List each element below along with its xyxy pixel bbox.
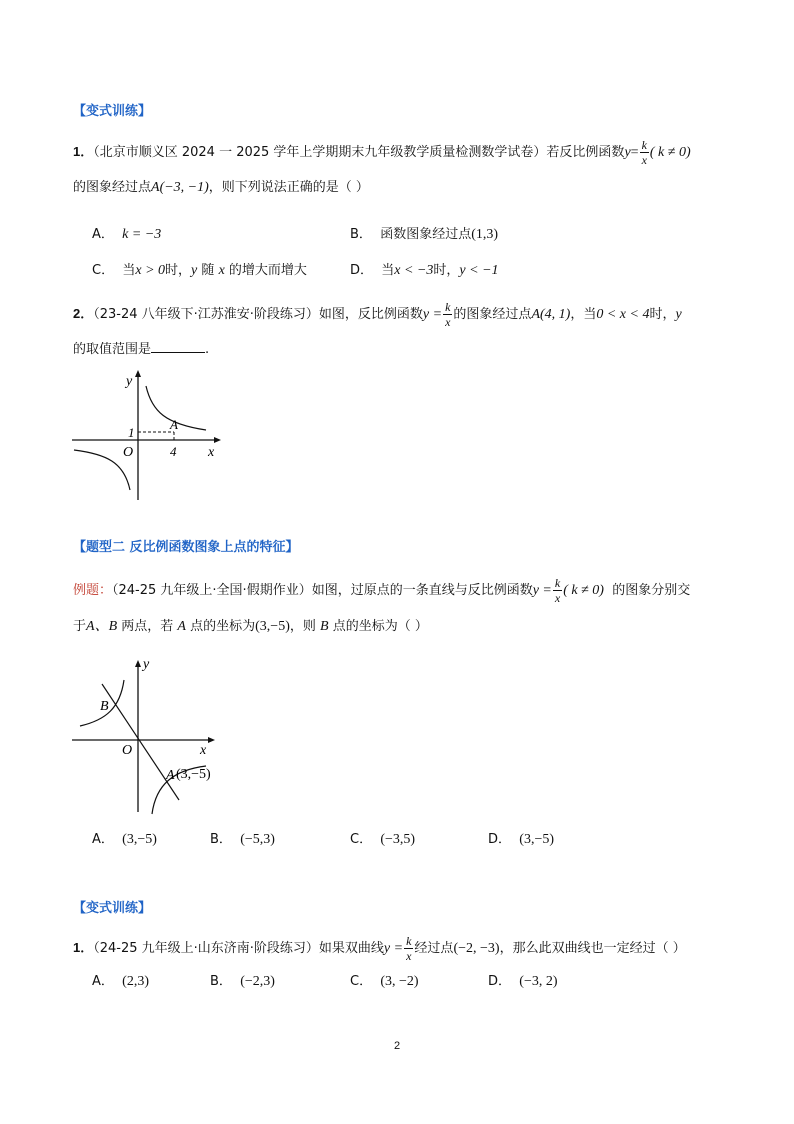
example-option-a: A． (3,−5) bbox=[92, 832, 157, 847]
question-2-line-2: 的取值范围是 . bbox=[73, 338, 209, 360]
math-point-a: A(−3, −1) bbox=[151, 180, 209, 195]
fraction-k-over-x: $\frac{k}{x}$ bbox=[406, 934, 412, 963]
example-label: 例题： bbox=[73, 583, 113, 598]
option-label: A． bbox=[92, 227, 114, 242]
tick-label-1: 1 bbox=[128, 425, 135, 440]
answer-blank[interactable] bbox=[151, 338, 205, 353]
text: ，则下列说法正确的是（ ） bbox=[208, 180, 369, 195]
section-header-type-two: 【题型二 反比例函数图象上点的特征】 bbox=[73, 540, 299, 555]
q1-option-c: C． 当x > 0时，y 随 x 的增大而增大 bbox=[92, 263, 307, 278]
q1-option-a bbox=[92, 225, 161, 245]
fraction-k-over-x: $\frac{k}{x}$ bbox=[445, 300, 451, 329]
example-option-d: D． (3,−5) bbox=[488, 832, 555, 847]
q1-option-d: D． 当x < −3时，y < −1 bbox=[350, 263, 499, 278]
option-label: C． bbox=[92, 263, 115, 278]
q3-option-a: A． (2,3) bbox=[92, 974, 149, 989]
q3-option-d: D． (−3, 2) bbox=[488, 974, 558, 989]
point-label-b: B bbox=[100, 699, 109, 714]
example-line-2: 于A、B 两点，若 A 点的坐标为(3,−5)，则 B 点的坐标为（ ） bbox=[73, 619, 428, 634]
q1-option-b bbox=[350, 225, 498, 245]
question-1-line-1 bbox=[73, 138, 691, 167]
option-math: k = −3 bbox=[122, 227, 162, 242]
option-math: (1,3) bbox=[471, 227, 499, 242]
question-3-line-1: 1．（24-25 九年级上·山东济南·阶段练习）如果双曲线y = $\frac{k}{x}$ 经过点(−2, −3)，那么此双曲线也一定经过（ ） bbox=[73, 934, 686, 963]
question-source: （北京市顺义区 2024 一 2025 学年上学期期末九年级教学质量检测数学试卷）若反比例函数 bbox=[93, 145, 625, 160]
point-label-a: A bbox=[166, 768, 175, 783]
example-source: （24-25 九年级上·全国·假期作业）如图，过原点的一条直线与反比例函数 bbox=[112, 583, 533, 598]
section-header-variant-training: 【变式训练】 bbox=[73, 104, 152, 119]
question-1-line-2 bbox=[73, 178, 369, 198]
q3-option-c: C． (3, −2) bbox=[350, 974, 419, 989]
question-number: 1． bbox=[73, 940, 94, 955]
question-2-line-1: 2．（23-24 八年级下·江苏淮安·阶段练习）如图，反比例函数y = $\frac{k}{x}$ 的图象经过点A(4, 1)，当0 < x < 4时，y bbox=[73, 300, 682, 329]
q3-option-b: B． (−2,3) bbox=[210, 974, 275, 989]
math-y: y bbox=[624, 145, 631, 160]
point-a-coordinate: (3,−5) bbox=[176, 767, 211, 782]
axis-label-x: x bbox=[208, 445, 215, 460]
axis-label-y: y bbox=[126, 374, 133, 389]
point-label-a: A bbox=[170, 417, 178, 432]
page-number: 2 bbox=[394, 1040, 401, 1052]
fraction-k-over-x: $\frac{k}{x}$ bbox=[641, 138, 647, 167]
fraction-k-over-x: $\frac{k}{x}$ bbox=[554, 576, 561, 605]
math-eq: = bbox=[630, 145, 639, 160]
text: 的取值范围是 bbox=[73, 342, 152, 357]
figure-hyperbola-q2 bbox=[66, 368, 226, 504]
math-point-a: A(4, 1) bbox=[531, 307, 571, 322]
question-source: （23-24 八年级下·江苏淮安·阶段练习）如图，反比例函数 bbox=[93, 307, 423, 322]
text: 的图象经过点 bbox=[73, 180, 152, 195]
question-number: 1． bbox=[73, 144, 94, 159]
figure-hyperbola-example bbox=[66, 654, 236, 818]
option-text: 函数图象经过点 bbox=[380, 227, 472, 242]
example-option-c: C． (−3,5) bbox=[350, 832, 416, 847]
option-label: D． bbox=[350, 263, 374, 278]
origin-label: O bbox=[122, 743, 133, 758]
example-line-1: 例题：（24-25 九年级上·全国·假期作业）如图，过原点的一条直线与反比例函数y = $\frac{k}{x}$ ( k ≠ 0) 的图象分别交 bbox=[73, 576, 691, 605]
example-option-b: B． (−5,3) bbox=[210, 832, 275, 847]
math-condition: ( k ≠ 0) bbox=[649, 145, 691, 160]
question-source: （24-25 九年级上·山东济南·阶段练习）如果双曲线 bbox=[93, 941, 384, 956]
question-number: 2． bbox=[73, 306, 94, 321]
axis-label-x: x bbox=[200, 743, 207, 758]
section-header-variant-training-2: 【变式训练】 bbox=[73, 901, 152, 916]
origin-label: O bbox=[123, 445, 134, 460]
tick-label-4: 4 bbox=[170, 444, 177, 459]
option-label: B． bbox=[350, 227, 372, 242]
axis-label-y: y bbox=[143, 657, 150, 672]
